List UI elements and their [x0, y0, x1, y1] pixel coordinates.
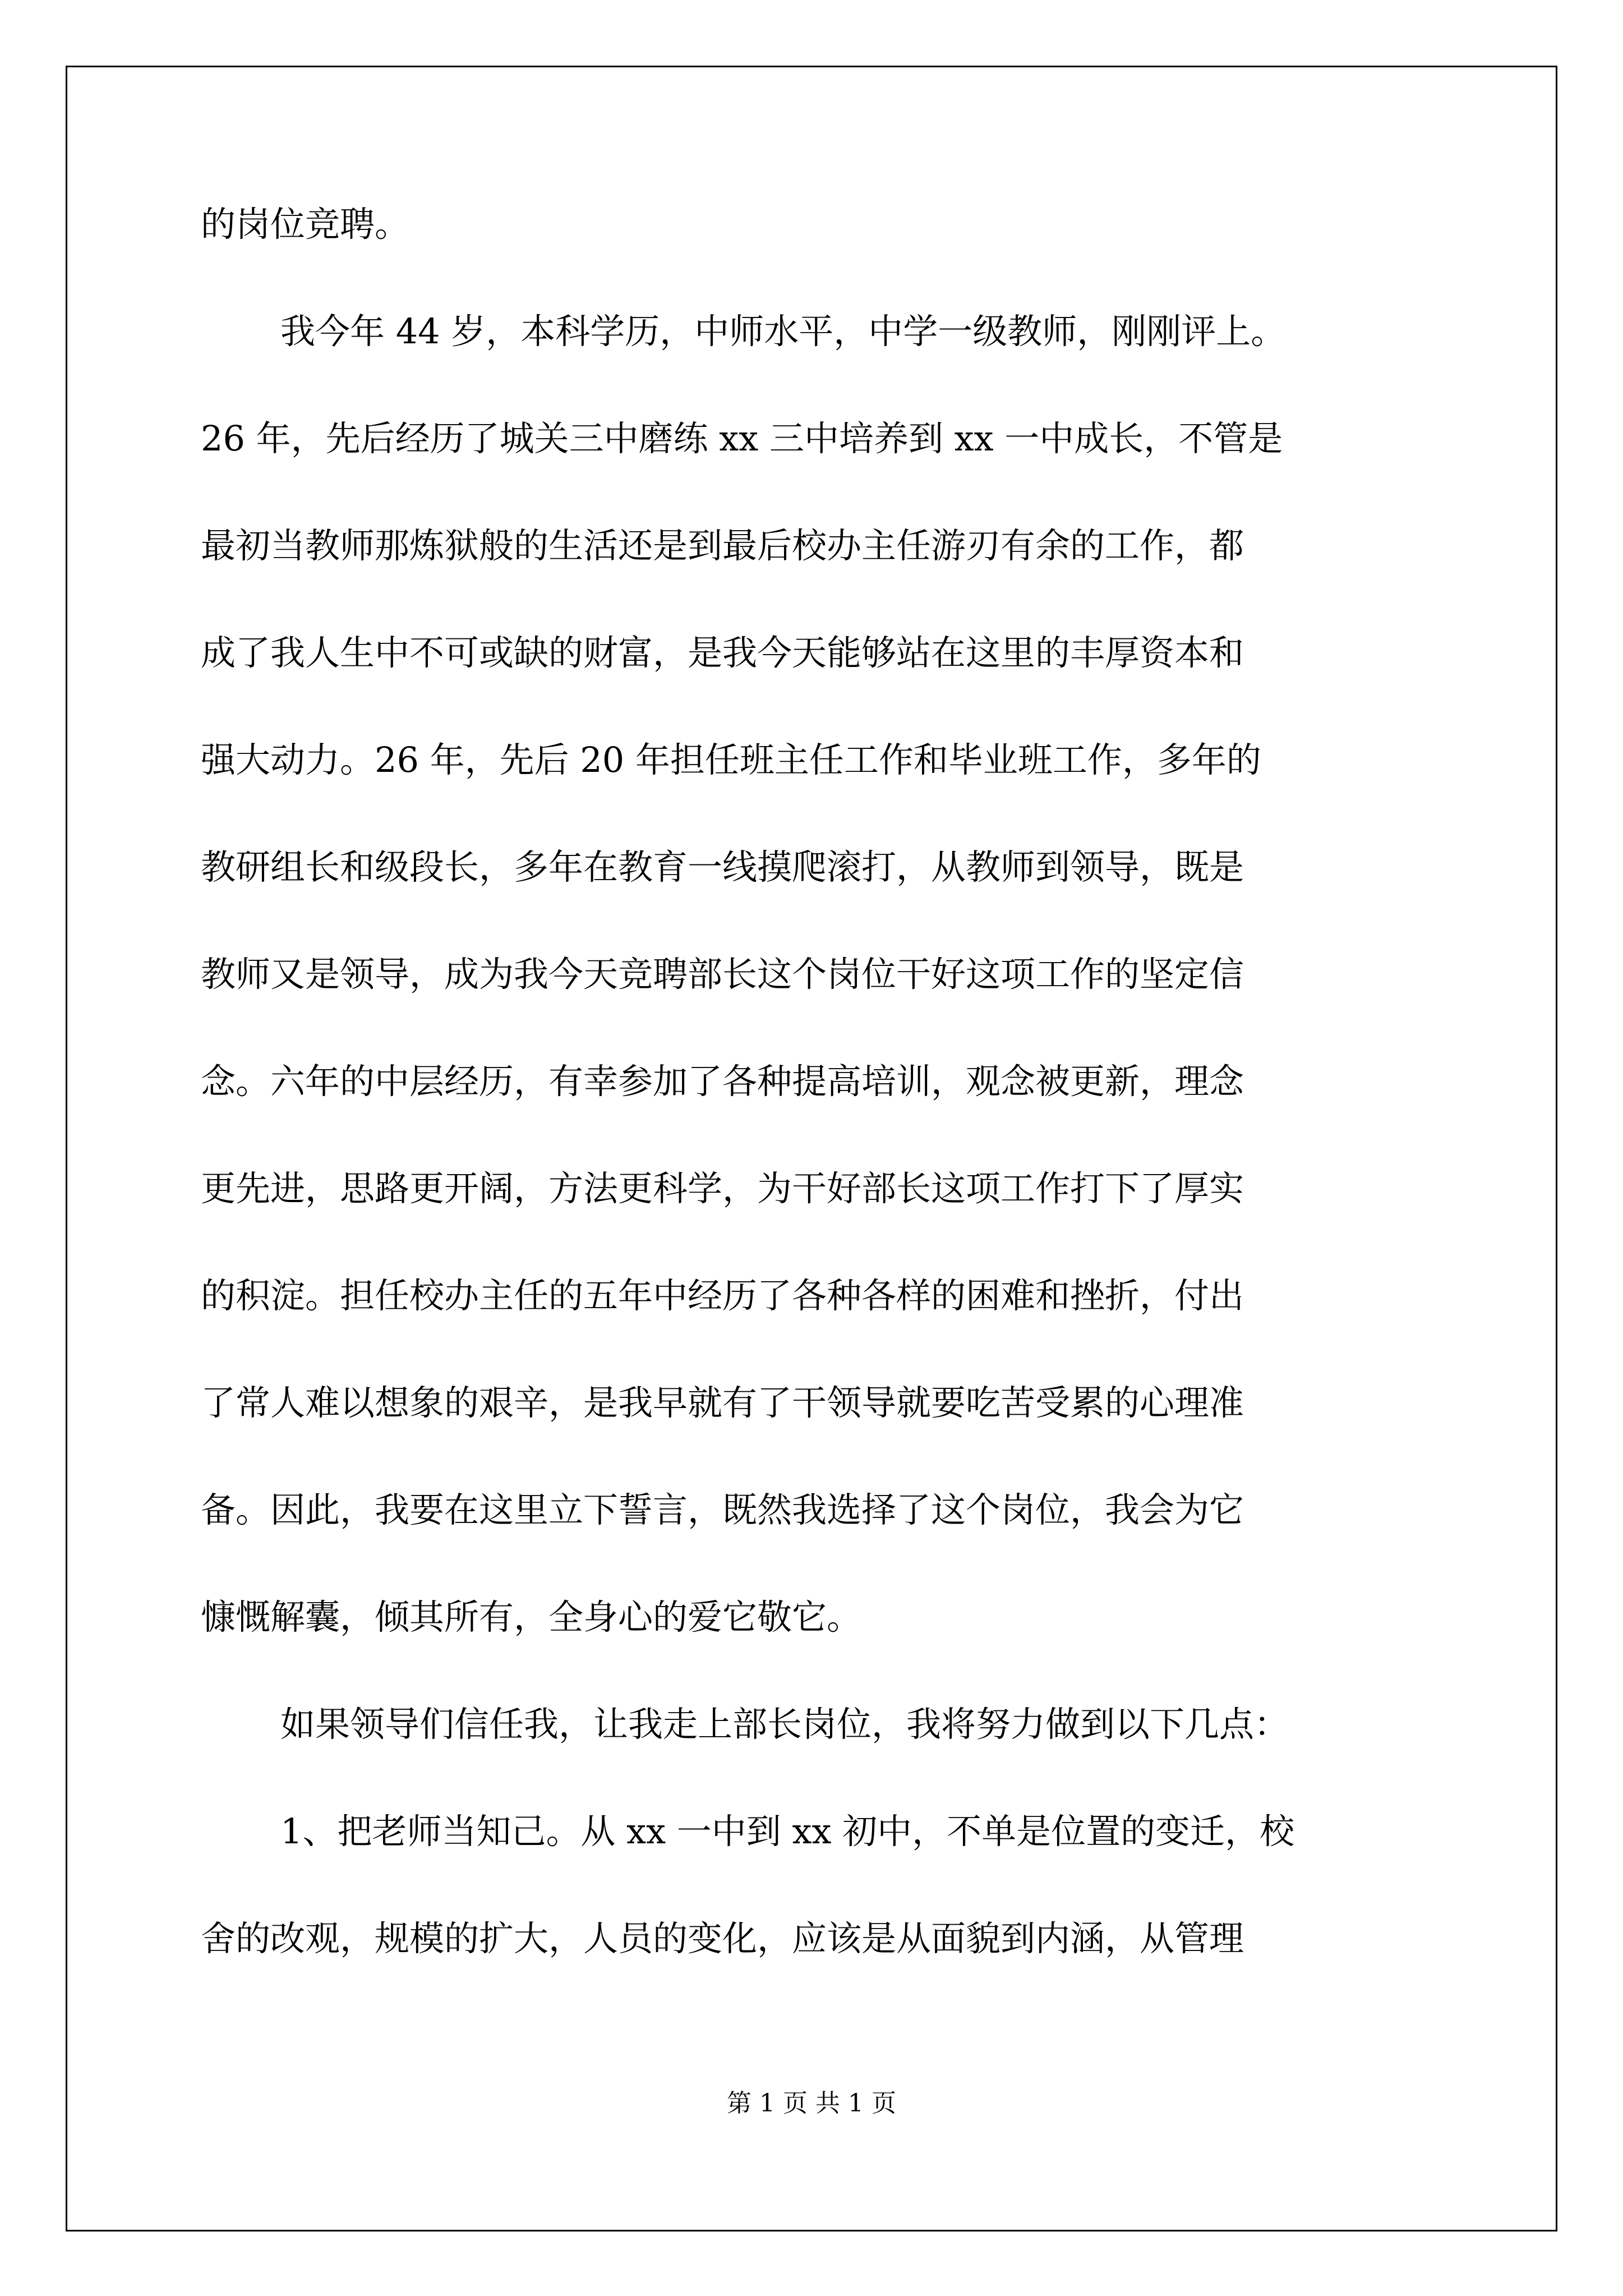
text-line: 舍的改观，规模的扩大，人员的变化，应该是从面貌到内涵，从管理 — [201, 1918, 1244, 1959]
text-line: 教研组长和级段长，多年在教育一线摸爬滚打，从教师到领导，既是 — [201, 846, 1244, 887]
text-line: 成了我人生中不可或缺的财富，是我今天能够站在这里的丰厚资本和 — [201, 632, 1244, 673]
text-line: 强大动力。26 年，先后 20 年担任班主任工作和毕业班工作，多年的 — [201, 739, 1261, 780]
text-line: 的岗位竞聘。 — [201, 204, 410, 245]
text-line: 的积淀。担任校办主任的五年中经历了各种各样的困难和挫折，付出 — [201, 1275, 1244, 1316]
text-line: 最初当教师那炼狱般的生活还是到最后校办主任游刃有余的工作，都 — [201, 525, 1244, 566]
text-line: 1、把老师当知己。从 xx 一中到 xx 初中，不单是位置的变迁，校 — [280, 1811, 1295, 1852]
text-line: 更先进，思路更开阔，方法更科学，为干好部长这项工作打下了厚实 — [201, 1168, 1244, 1209]
text-line: 我今年 44 岁，本科学历，中师水平，中学一级教师，刚刚评上。 — [280, 311, 1286, 352]
text-line: 如果领导们信任我，让我走上部长岗位，我将努力做到以下几点： — [280, 1704, 1289, 1745]
text-line: 念。六年的中层经历，有幸参加了各种提高培训，观念被更新，理念 — [201, 1061, 1244, 1102]
text-line: 教师又是领导，成为我今天竞聘部长这个岗位干好这项工作的坚定信 — [201, 954, 1244, 995]
page-number: 第 1 页 共 1 页 — [727, 2089, 896, 2118]
text-line: 26 年，先后经历了城关三中磨练 xx 三中培养到 xx 一中成长，不管是 — [201, 418, 1283, 459]
text-line: 备。因此，我要在这里立下誓言，既然我选择了这个岗位，我会为它 — [201, 1489, 1244, 1530]
text-line: 了常人难以想象的艰辛，是我早就有了干领导就要吃苦受累的心理准 — [201, 1382, 1244, 1423]
text-line: 慷慨解囊，倾其所有，全身心的爱它敬它。 — [201, 1596, 862, 1637]
